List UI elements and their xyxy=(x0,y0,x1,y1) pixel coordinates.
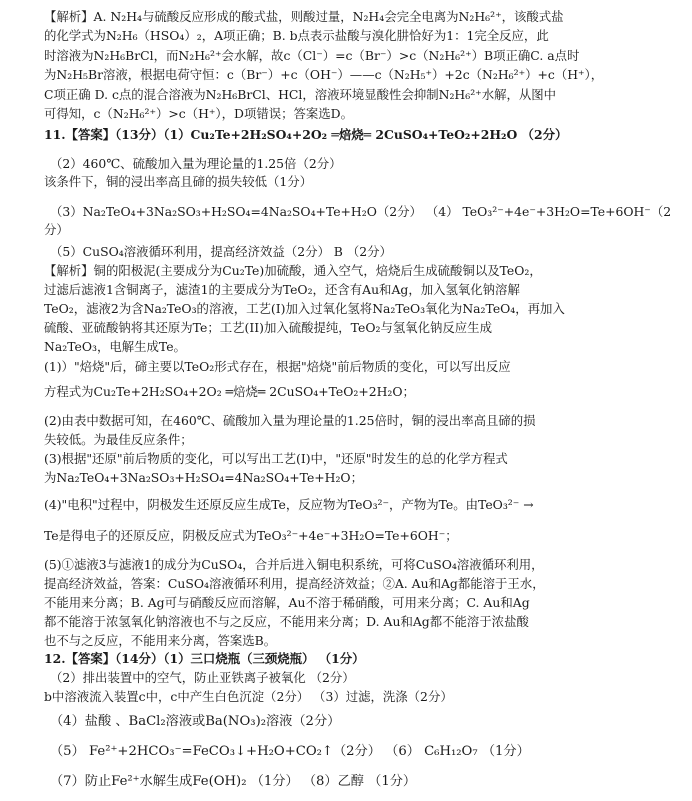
q11-analysis-line: TeO₂，滤液2为含Na₂TeO₃的溶液，工艺(I)加入过氧化氢将Na₂TeO₃氧化为Na₂TeO₄，再加入 xyxy=(44,301,565,316)
q12-answer-2: （2）排出装置中的空气，防止亚铁离子被氧化 （2分） xyxy=(50,670,355,685)
q11-part4-equation: Te是得电子的还原反应，阴极反应式为TeO₃²⁻+4e⁻+3H₂O=Te+6OH⁻； xyxy=(44,528,458,543)
q11-part1-text: (1)）"焙烧"后，碲主要以TeO₂形式存在，根据"焙烧"前后物质的变化，可以写出反应 xyxy=(44,359,511,374)
q10-analysis-line: C项正确 D. c点的混合溶液为N₂H₆BrCl、HCl，溶液环境显酸性会抑制N₂H₆²⁺水解，从图中 xyxy=(44,87,557,102)
q12-answer-5-6: （5） Fe²⁺+2HCO₃⁻=FeCO₃↓+H₂O+CO₂↑（2分） （6） C₆H₁₂O₇ （1分） xyxy=(50,744,530,759)
q11-part1-equation: 方程式为Cu₂Te+2H₂SO₄+2O₂ ═焙烧═ 2CuSO₄+TeO₂+2H₂O； xyxy=(44,384,415,399)
q11-answer-header: 11.【答案】（13分）（1）Cu₂Te+2H₂SO₄+2O₂ ═焙烧═ 2CuSO₄+TeO₂+2H₂O （2分） xyxy=(44,127,568,142)
q11-answer-2-reason: 该条件下，铜的浸出率高且碲的损失较低（1分） xyxy=(44,174,313,189)
q10-analysis-line: 可得知，c（N₂H₆²⁺）>c（H⁺），D项错误；答案选D。 xyxy=(44,106,354,121)
q11-part5-line: 不能用来分离；B. Ag可与硝酸反应而溶解，Au不溶于稀硝酸，可用来分离；C. Au和Ag xyxy=(44,595,530,610)
q10-analysis-line: 时溶液为N₂H₆BrCl，而N₂H₆²⁺会水解，故c（Cl⁻）=c（Br⁻）>c（N₂H₆²⁺）B项正确C. a点时 xyxy=(44,48,580,63)
q11-analysis-line: 过滤后滤液1含铜离子，滤渣1的主要成分为TeO₂，还含有Au和Ag，加入氢氧化钠溶解 xyxy=(44,282,520,297)
q11-part2-line: 失较低。为最佳反应条件； xyxy=(44,432,193,447)
q11-answer-3-4: （3）Na₂TeO₄+3Na₂SO₃+H₂SO₄=4Na₂SO₄+Te+H₂O（2分） （4） TeO₃²⁻+4e⁻+3H₂O=Te+6OH⁻（2 xyxy=(50,204,672,219)
q10-analysis-line: 【解析】A. N₂H₄与硫酸反应形成的酸式盐，则酸过量，N₂H₄会完全电离为N₂H₆²⁺，该酸式盐 xyxy=(44,9,564,24)
q10-analysis-line: 的化学式为N₂H₆（HSO₄）₂，A项正确；B. b点表示盐酸与溴化肼恰好为1：1完全反应，此 xyxy=(44,28,549,43)
q11-answer-4-cont: 分） xyxy=(44,222,69,237)
q11-part2-line: (2)由表中数据可知，在460℃、硫酸加入量为理论量的1.25倍时，铜的浸出率高且碲的损 xyxy=(44,413,536,428)
q11-answer-5: （5）CuSO₄溶液循环利用，提高经济效益（2分） B （2分） xyxy=(50,244,392,259)
q11-analysis-line: Na₂TeO₃，电解生成Te。 xyxy=(44,339,186,354)
q12-answer-4: （4）盐酸 、BaCl₂溶液或Ba(NO₃)₂溶液（2分） xyxy=(50,714,341,729)
q11-analysis-line: 【解析】铜的阳极泥(主要成分为Cu₂Te)加硫酸，通入空气，焙烧后生成硫酸铜以及TeO₂， xyxy=(44,263,542,278)
q11-analysis-line: 硫酸、亚硫酸钠将其还原为Te；工艺(II)加入硫酸提纯，TeO₂与氢氧化钠反应生成 xyxy=(44,320,492,335)
q11-part5-line: 都不能溶于浓氢氧化钠溶液也不与之反应，不能用来分离；D. Au和Ag都不能溶于浓盐酸 xyxy=(44,614,529,629)
q11-part5-line: 提高经济效益，答案：CuSO₄溶液循环利用，提高经济效益；②A. Au和Ag都能溶于王水， xyxy=(44,576,545,591)
q11-part5-line: (5)①滤液3与滤液1的成分为CuSO₄，合并后进入铜电积系统，可将CuSO₄溶液循环利用， xyxy=(44,557,544,572)
q11-part3-line: (3)根据"还原"前后物质的变化，可以写出工艺(I)中，"还原"时发生的总的化学方程式 xyxy=(44,451,508,466)
q11-part4-text: (4)"电积"过程中，阴极发生还原反应生成Te，反应物为TeO₃²⁻，产物为Te。由TeO₃²⁻ → xyxy=(44,497,534,512)
q12-answer-7-8: （7）防止Fe²⁺水解生成Fe(OH)₂ （1分） （8）乙醇 （1分） xyxy=(50,774,417,789)
q10-analysis-line: 为N₂H₅Br溶液，根据电荷守恒：c（Br⁻）+c（OH⁻）——c（N₂H₅⁺）+2c（N₂H₆²⁺）+c（H⁺）， xyxy=(44,67,604,82)
q11-part5-line: 也不与之反应，不能用来分离，答案选B。 xyxy=(44,633,277,648)
q12-answer-2-obs-3: b中溶液流入装置c中，c中产生白色沉淀（2分） （3）过滤，洗涤（2分） xyxy=(44,689,453,704)
q11-answer-2: （2）460℃、硫酸加入量为理论量的1.25倍（2分） xyxy=(50,156,342,171)
q12-answer-header: 12.【答案】（14分）（1）三口烧瓶（三颈烧瓶） （1分） xyxy=(44,651,365,666)
q11-part3-line: 为Na₂TeO₄+3Na₂SO₃+H₂SO₄=4Na₂SO₄+Te+H₂O； xyxy=(44,470,363,485)
